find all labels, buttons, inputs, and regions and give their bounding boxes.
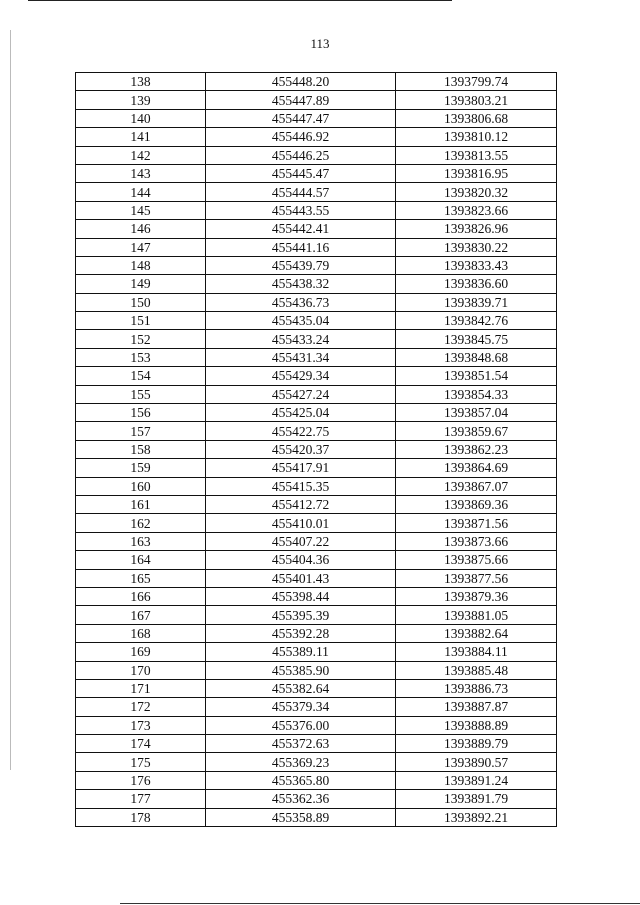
y-coordinate-cell: 1393892.21 [396,808,557,826]
table-row [76,495,557,513]
coordinates-table [75,72,557,827]
y-coordinate-cell: 1393886.73 [396,679,557,697]
table-row [76,348,557,366]
table-row [76,164,557,182]
y-coordinate-cell: 1393816.95 [396,164,557,182]
x-coordinate-cell: 455401.43 [206,569,396,587]
table-row [76,330,557,348]
point-number-cell: 143 [76,164,206,182]
x-coordinate-cell: 455415.35 [206,477,396,495]
table-row [76,771,557,789]
x-coordinate-cell: 455372.63 [206,735,396,753]
table-row [76,624,557,642]
x-coordinate-cell: 455425.04 [206,404,396,422]
x-coordinate-cell: 455412.72 [206,495,396,513]
y-coordinate-cell: 1393823.66 [396,201,557,219]
point-number-cell: 175 [76,753,206,771]
y-coordinate-cell: 1393867.07 [396,477,557,495]
y-coordinate-cell: 1393862.23 [396,440,557,458]
point-number-cell: 164 [76,551,206,569]
x-coordinate-cell: 455445.47 [206,164,396,182]
point-number-cell: 141 [76,128,206,146]
table-row [76,238,557,256]
point-number-cell: 160 [76,477,206,495]
x-coordinate-cell: 455442.41 [206,220,396,238]
x-coordinate-cell: 455417.91 [206,459,396,477]
y-coordinate-cell: 1393845.75 [396,330,557,348]
table-row [76,551,557,569]
table-row [76,606,557,624]
y-coordinate-cell: 1393826.96 [396,220,557,238]
point-number-cell: 140 [76,109,206,127]
x-coordinate-cell: 455398.44 [206,587,396,605]
table-row [76,790,557,808]
x-coordinate-cell: 455376.00 [206,716,396,734]
point-number-cell: 173 [76,716,206,734]
point-number-cell: 163 [76,532,206,550]
y-coordinate-cell: 1393854.33 [396,385,557,403]
point-number-cell: 158 [76,440,206,458]
y-coordinate-cell: 1393884.11 [396,643,557,661]
y-coordinate-cell: 1393806.68 [396,109,557,127]
x-coordinate-cell: 455435.04 [206,312,396,330]
y-coordinate-cell: 1393813.55 [396,146,557,164]
point-number-cell: 176 [76,771,206,789]
x-coordinate-cell: 455446.92 [206,128,396,146]
table-row [76,753,557,771]
table-row [76,91,557,109]
table-row [76,735,557,753]
point-number-cell: 171 [76,679,206,697]
x-coordinate-cell: 455369.23 [206,753,396,771]
point-number-cell: 145 [76,201,206,219]
table-row [76,459,557,477]
point-number-cell: 152 [76,330,206,348]
y-coordinate-cell: 1393857.04 [396,404,557,422]
table-row [76,569,557,587]
table-row [76,422,557,440]
y-coordinate-cell: 1393830.22 [396,238,557,256]
table-row [76,256,557,274]
x-coordinate-cell: 455447.89 [206,91,396,109]
y-coordinate-cell: 1393888.89 [396,716,557,734]
y-coordinate-cell: 1393799.74 [396,73,557,91]
table-row [76,716,557,734]
x-coordinate-cell: 455436.73 [206,293,396,311]
y-coordinate-cell: 1393889.79 [396,735,557,753]
point-number-cell: 178 [76,808,206,826]
table-row [76,201,557,219]
point-number-cell: 172 [76,698,206,716]
y-coordinate-cell: 1393851.54 [396,367,557,385]
x-coordinate-cell: 455379.34 [206,698,396,716]
y-coordinate-cell: 1393836.60 [396,275,557,293]
x-coordinate-cell: 455407.22 [206,532,396,550]
table-row [76,183,557,201]
point-number-cell: 150 [76,293,206,311]
point-number-cell: 165 [76,569,206,587]
y-coordinate-cell: 1393881.05 [396,606,557,624]
point-number-cell: 147 [76,238,206,256]
x-coordinate-cell: 455389.11 [206,643,396,661]
point-number-cell: 162 [76,514,206,532]
point-number-cell: 170 [76,661,206,679]
x-coordinate-cell: 455422.75 [206,422,396,440]
table-row [76,128,557,146]
table-row [76,643,557,661]
x-coordinate-cell: 455447.47 [206,109,396,127]
y-coordinate-cell: 1393859.67 [396,422,557,440]
page-number: 113 [310,36,330,51]
y-coordinate-cell: 1393839.71 [396,293,557,311]
y-coordinate-cell: 1393871.56 [396,514,557,532]
table-row [76,661,557,679]
y-coordinate-cell: 1393877.56 [396,569,557,587]
table-row [76,293,557,311]
y-coordinate-cell: 1393864.69 [396,459,557,477]
table-row [76,698,557,716]
table-row [76,385,557,403]
point-number-cell: 138 [76,73,206,91]
y-coordinate-cell: 1393885.48 [396,661,557,679]
x-coordinate-cell: 455433.24 [206,330,396,348]
point-number-cell: 166 [76,587,206,605]
x-coordinate-cell: 455358.89 [206,808,396,826]
y-coordinate-cell: 1393848.68 [396,348,557,366]
y-coordinate-cell: 1393833.43 [396,256,557,274]
point-number-cell: 149 [76,275,206,293]
y-coordinate-cell: 1393810.12 [396,128,557,146]
x-coordinate-cell: 455439.79 [206,256,396,274]
point-number-cell: 148 [76,256,206,274]
x-coordinate-cell: 455420.37 [206,440,396,458]
y-coordinate-cell: 1393891.79 [396,790,557,808]
point-number-cell: 156 [76,404,206,422]
y-coordinate-cell: 1393882.64 [396,624,557,642]
table-row [76,477,557,495]
table-row [76,532,557,550]
x-coordinate-cell: 455404.36 [206,551,396,569]
y-coordinate-cell: 1393891.24 [396,771,557,789]
table-row [76,808,557,826]
point-number-cell: 154 [76,367,206,385]
point-number-cell: 153 [76,348,206,366]
x-coordinate-cell: 455443.55 [206,201,396,219]
point-number-cell: 151 [76,312,206,330]
table-row [76,404,557,422]
table-row [76,109,557,127]
table-row [76,220,557,238]
scan-edge-top [28,0,452,1]
table-row [76,679,557,697]
y-coordinate-cell: 1393869.36 [396,495,557,513]
point-number-cell: 169 [76,643,206,661]
point-number-cell: 157 [76,422,206,440]
table-row [76,367,557,385]
x-coordinate-cell: 455365.80 [206,771,396,789]
y-coordinate-cell: 1393879.36 [396,587,557,605]
x-coordinate-cell: 455427.24 [206,385,396,403]
scan-edge-left [10,30,11,770]
x-coordinate-cell: 455410.01 [206,514,396,532]
point-number-cell: 139 [76,91,206,109]
coordinates-table-body [76,73,557,827]
x-coordinate-cell: 455395.39 [206,606,396,624]
scan-edge-bottom [120,903,640,904]
x-coordinate-cell: 455362.36 [206,790,396,808]
point-number-cell: 159 [76,459,206,477]
point-number-cell: 161 [76,495,206,513]
y-coordinate-cell: 1393803.21 [396,91,557,109]
x-coordinate-cell: 455429.34 [206,367,396,385]
point-number-cell: 146 [76,220,206,238]
point-number-cell: 144 [76,183,206,201]
x-coordinate-cell: 455382.64 [206,679,396,697]
point-number-cell: 177 [76,790,206,808]
point-number-cell: 142 [76,146,206,164]
y-coordinate-cell: 1393820.32 [396,183,557,201]
y-coordinate-cell: 1393842.76 [396,312,557,330]
point-number-cell: 174 [76,735,206,753]
point-number-cell: 167 [76,606,206,624]
x-coordinate-cell: 455438.32 [206,275,396,293]
point-number-cell: 168 [76,624,206,642]
table-row [76,440,557,458]
x-coordinate-cell: 455448.20 [206,73,396,91]
table-row [76,312,557,330]
table-row [76,514,557,532]
table-row [76,587,557,605]
x-coordinate-cell: 455385.90 [206,661,396,679]
y-coordinate-cell: 1393887.87 [396,698,557,716]
y-coordinate-cell: 1393873.66 [396,532,557,550]
x-coordinate-cell: 455446.25 [206,146,396,164]
point-number-cell: 155 [76,385,206,403]
x-coordinate-cell: 455431.34 [206,348,396,366]
y-coordinate-cell: 1393890.57 [396,753,557,771]
x-coordinate-cell: 455444.57 [206,183,396,201]
x-coordinate-cell: 455441.16 [206,238,396,256]
table-row [76,146,557,164]
table-row [76,275,557,293]
table-row [76,73,557,91]
y-coordinate-cell: 1393875.66 [396,551,557,569]
x-coordinate-cell: 455392.28 [206,624,396,642]
